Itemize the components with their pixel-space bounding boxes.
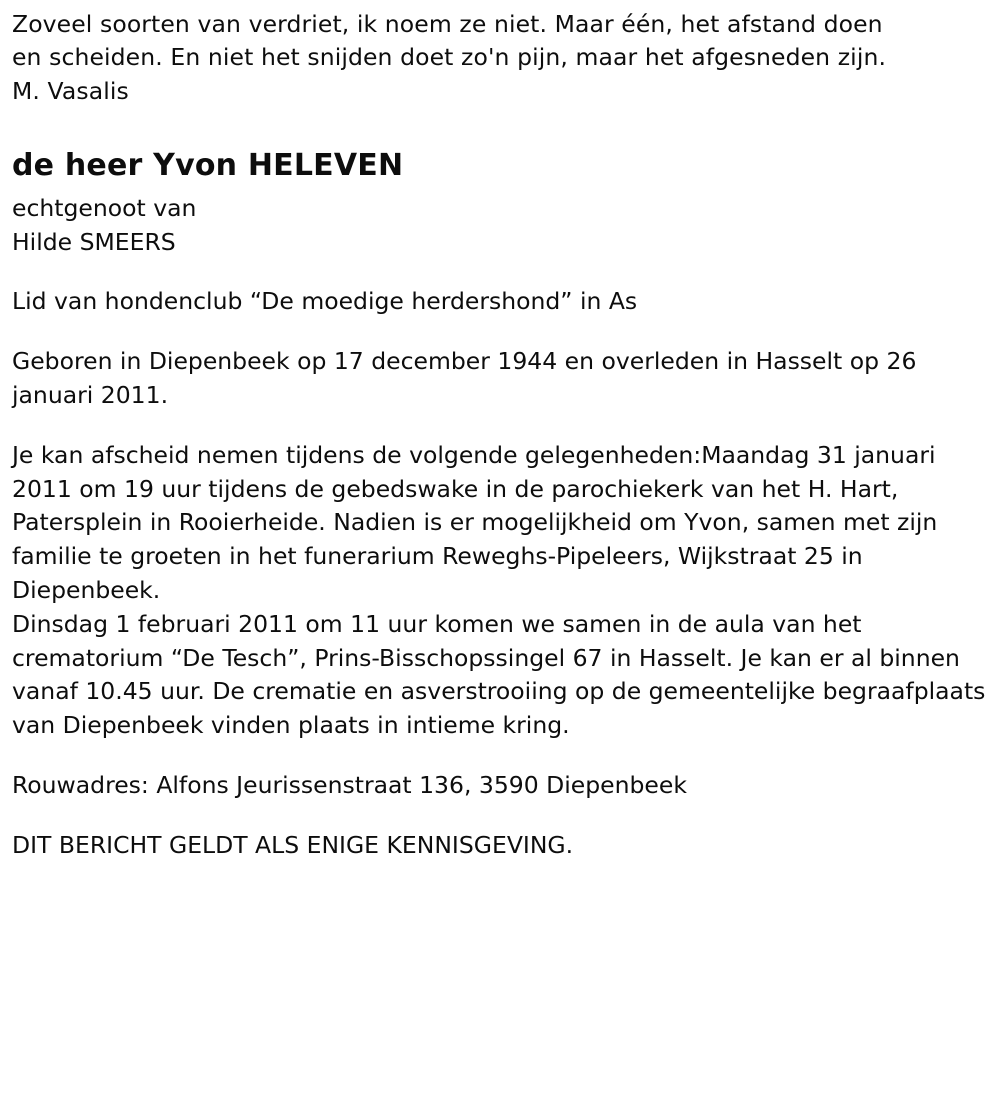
spouse-name: Hilde SMEERS	[12, 228, 176, 257]
spacer	[12, 319, 986, 345]
notice-line: DIT BERICHT GELDT ALS ENIGE KENNISGEVING.	[12, 830, 574, 859]
poem-line-1: Zoveel soorten van verdriet, ik noem ze niet. Maar één, het afstand doen	[12, 10, 883, 38]
relation-label: echtgenoot van	[12, 194, 197, 223]
mourning-address: Rouwadres: Alfons Jeurissenstraat 136, 3590 Diepenbeek	[12, 771, 687, 800]
spacer	[12, 413, 986, 439]
poem-author: M. Vasalis	[12, 76, 129, 105]
spacer	[12, 112, 986, 146]
spacer	[12, 259, 986, 285]
birth-death-line: Geboren in Diepenbeek op 17 december 1944 en overleden in Hasselt op 26 januari 2011.	[12, 347, 917, 409]
ceremony-details: Dinsdag 1 februari 2011 om 11 uur komen we samen in de aula van het crematorium “De Tesch”, Prins-Bisschopssingel 67 in Hasselt. Je kan er al binnen vanaf 10.45 uur. De crematie en asverstrooiing op de gemeentelijke begraafplaats van Diepenbeek vinden plaats in intieme kring.	[12, 609, 986, 740]
farewell-details: Je kan afscheid nemen tijdens de volgende gelegenheden:Maandag 31 januari 2011 om 19 uur tijdens de gebedswake in de parochiekerk van het H. Hart, Patersplein in Rooierheide. Nadien is er mogelijkheid om Yvon, samen met zijn familie te groeten in het funerarium Reweghs-Pipeleers, Wijkstraat 25 in Diepenbeek.	[12, 440, 938, 604]
poem-block	[12, 8, 986, 108]
deceased-name: de heer Yvon HELEVEN	[12, 148, 404, 184]
membership-line: Lid van hondenclub “De moedige herdershond” in As	[12, 287, 638, 316]
spacer	[12, 743, 986, 769]
spacer	[12, 803, 986, 829]
poem-line-2: en scheiden. En niet het snijden doet zo'n pijn, maar het afgesneden zijn.	[12, 43, 887, 72]
